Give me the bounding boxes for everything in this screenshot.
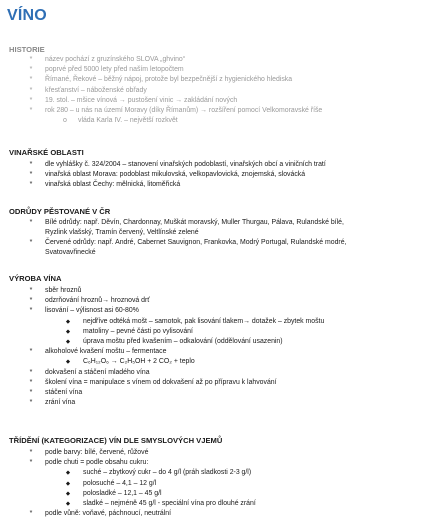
bullet-icon: * — [29, 510, 33, 518]
bullet-icon: * — [29, 219, 33, 226]
diamond-bullet-icon: ◆ — [65, 318, 71, 325]
diamond-bullet-icon: ◆ — [65, 490, 71, 497]
list-item: * křesťanství – náboženské obřady — [0, 86, 427, 96]
bullet-icon: * — [29, 161, 33, 168]
list-item: * školení vína = manipulace s vínem od dokvašení až po přípravu k lahvování — [0, 378, 427, 388]
sub-list-item: ◆ úprava moštu před kvašením – odkalování (oddělování usazenin) — [0, 337, 427, 347]
bullet-icon: * — [29, 171, 33, 179]
list-item: * vinařská oblast Morava: podoblast mikulovská, velkopavlovická, znojemská, slovácká — [0, 170, 427, 180]
section-heading-vyroba: VÝROBA VÍNA — [9, 274, 62, 283]
list-item: * 19. stol. – mšice vínová → pustošení vinic → zakládání nových — [0, 96, 427, 106]
list-item: * vinařská oblast Čechy: mělnická, litoměřická — [0, 180, 427, 190]
section-odrudy — [0, 218, 427, 258]
list-item: * Římané, Řekové – běžný nápoj, protože byl bezpečnější z hygienického hlediska — [0, 75, 427, 85]
list-item: * zrání vína — [0, 398, 427, 408]
bullet-icon: o — [63, 117, 67, 125]
diamond-bullet-icon: ◆ — [65, 338, 71, 345]
page-title: VÍNO — [7, 7, 47, 24]
list-item: * poprvé před 5000 lety před naším letopočtem — [0, 65, 427, 75]
sub-list-item: o vláda Karla IV. – největší rozkvět — [0, 116, 427, 126]
bullet-icon: * — [29, 297, 33, 305]
list-item: * podle chuti = podle obsahu cukru: — [0, 458, 427, 468]
bullet-icon: * — [29, 449, 33, 456]
diamond-bullet-icon: ◆ — [65, 480, 71, 487]
list-item: * Bílé odrůdy: např. Děvín, Chardonnay, Muškát moravský, Muller Thurgau, Pálava, Rulandské bílé, — [0, 218, 427, 228]
section-heading-historie: HISTORIE — [9, 45, 45, 54]
list-item: * odzrňování hroznů→ hroznová drť — [0, 296, 427, 306]
bullet-icon: * — [29, 56, 33, 63]
bullet-icon: * — [29, 307, 33, 315]
sub-list-item: ◆ C₆H₁₂O₆ → C₂H₅OH + 2 CO₂ + teplo — [0, 357, 427, 367]
list-item-continuation: Svatovavřinecké — [45, 249, 96, 257]
sub-list-item: ◆ suché – zbytkový cukr – do 4 g/l (práh sladkosti 2-3 g/l) — [0, 468, 427, 478]
section-heading-trideni: TŘÍDĚNÍ (KATEGORIZACE) VÍN DLE SMYSLOVÝCH VJEMŮ — [9, 436, 223, 445]
bullet-icon: * — [29, 96, 33, 104]
list-item: * lisování – výlisnost asi 60-80% — [0, 306, 427, 316]
sub-list-item: ◆ polosuché – 4,1 – 12 g/l — [0, 479, 427, 489]
list-item: * Červené odrůdy: např. André, Cabernet Sauvignon, Frankovka, Modrý Portugal, Rulandské modré, — [0, 238, 427, 248]
sub-list-item: ◆ matoliny – pevné části po vylisování — [0, 327, 427, 337]
list-item: * sběr hroznů — [0, 286, 427, 296]
bullet-icon: * — [29, 86, 33, 94]
section-oblasti — [0, 160, 427, 191]
list-item: * rok 280 – u nás na území Moravy (díky Římanům) → rozšíření pomocí Velkomoravské říše — [0, 106, 427, 116]
bullet-icon: * — [29, 348, 33, 356]
diamond-bullet-icon: ◆ — [65, 500, 71, 507]
list-item-continuation: Ryzlink vlašský, Tramín červený, Veltlínské zelené — [45, 229, 199, 237]
bullet-icon: * — [29, 459, 33, 467]
list-item: * podle vůně: voňavé, páchnoucí, neutrální — [0, 509, 427, 519]
bullet-icon: * — [29, 238, 33, 246]
bullet-icon: * — [29, 287, 33, 294]
bullet-icon: * — [29, 378, 33, 386]
diamond-bullet-icon: ◆ — [65, 359, 71, 366]
list-item: * podle barvy: bílé, červené, růžové — [0, 448, 427, 458]
list-item: * dle vyhlášky č. 324/2004 – stanovení vinařských podoblastí, vinařských obcí a viničních tratí — [0, 160, 427, 170]
bullet-icon: * — [29, 66, 33, 74]
list-item: * alkoholové kvašení moštu – fermentace — [0, 347, 427, 357]
bullet-icon: * — [29, 388, 33, 396]
diamond-bullet-icon: ◆ — [65, 470, 71, 477]
list-item: * název pochází z gruzínského SLOVA „ghvino“ — [0, 55, 427, 65]
list-item: * dokvašení a stáčení mladého vína — [0, 368, 427, 378]
diamond-bullet-icon: ◆ — [65, 328, 71, 335]
bullet-icon: * — [29, 399, 33, 407]
section-historie — [0, 55, 427, 126]
sub-list-item: ◆ nejdříve odtéká mošt – samotok, pak lisování tlakem→ dotažek – zbytek moštu — [0, 317, 427, 327]
sub-list-item: ◆ sladké – nejméně 45 g/l - speciální vína pro dlouhé zrání — [0, 499, 427, 509]
sub-list-item: ◆ polosladké – 12,1 – 45 g/l — [0, 489, 427, 499]
bullet-icon: * — [29, 76, 33, 84]
bullet-icon: * — [29, 368, 33, 376]
bullet-icon: * — [29, 181, 33, 189]
section-heading-odrudy: ODRŮDY PĚSTOVANÉ V ČR — [9, 207, 111, 216]
list-item: * stáčení vína — [0, 388, 427, 398]
section-heading-oblasti: VINAŘSKÉ OBLASTI — [9, 148, 84, 157]
section-vyroba — [0, 286, 427, 408]
bullet-icon: * — [29, 106, 33, 114]
section-trideni — [0, 448, 427, 519]
